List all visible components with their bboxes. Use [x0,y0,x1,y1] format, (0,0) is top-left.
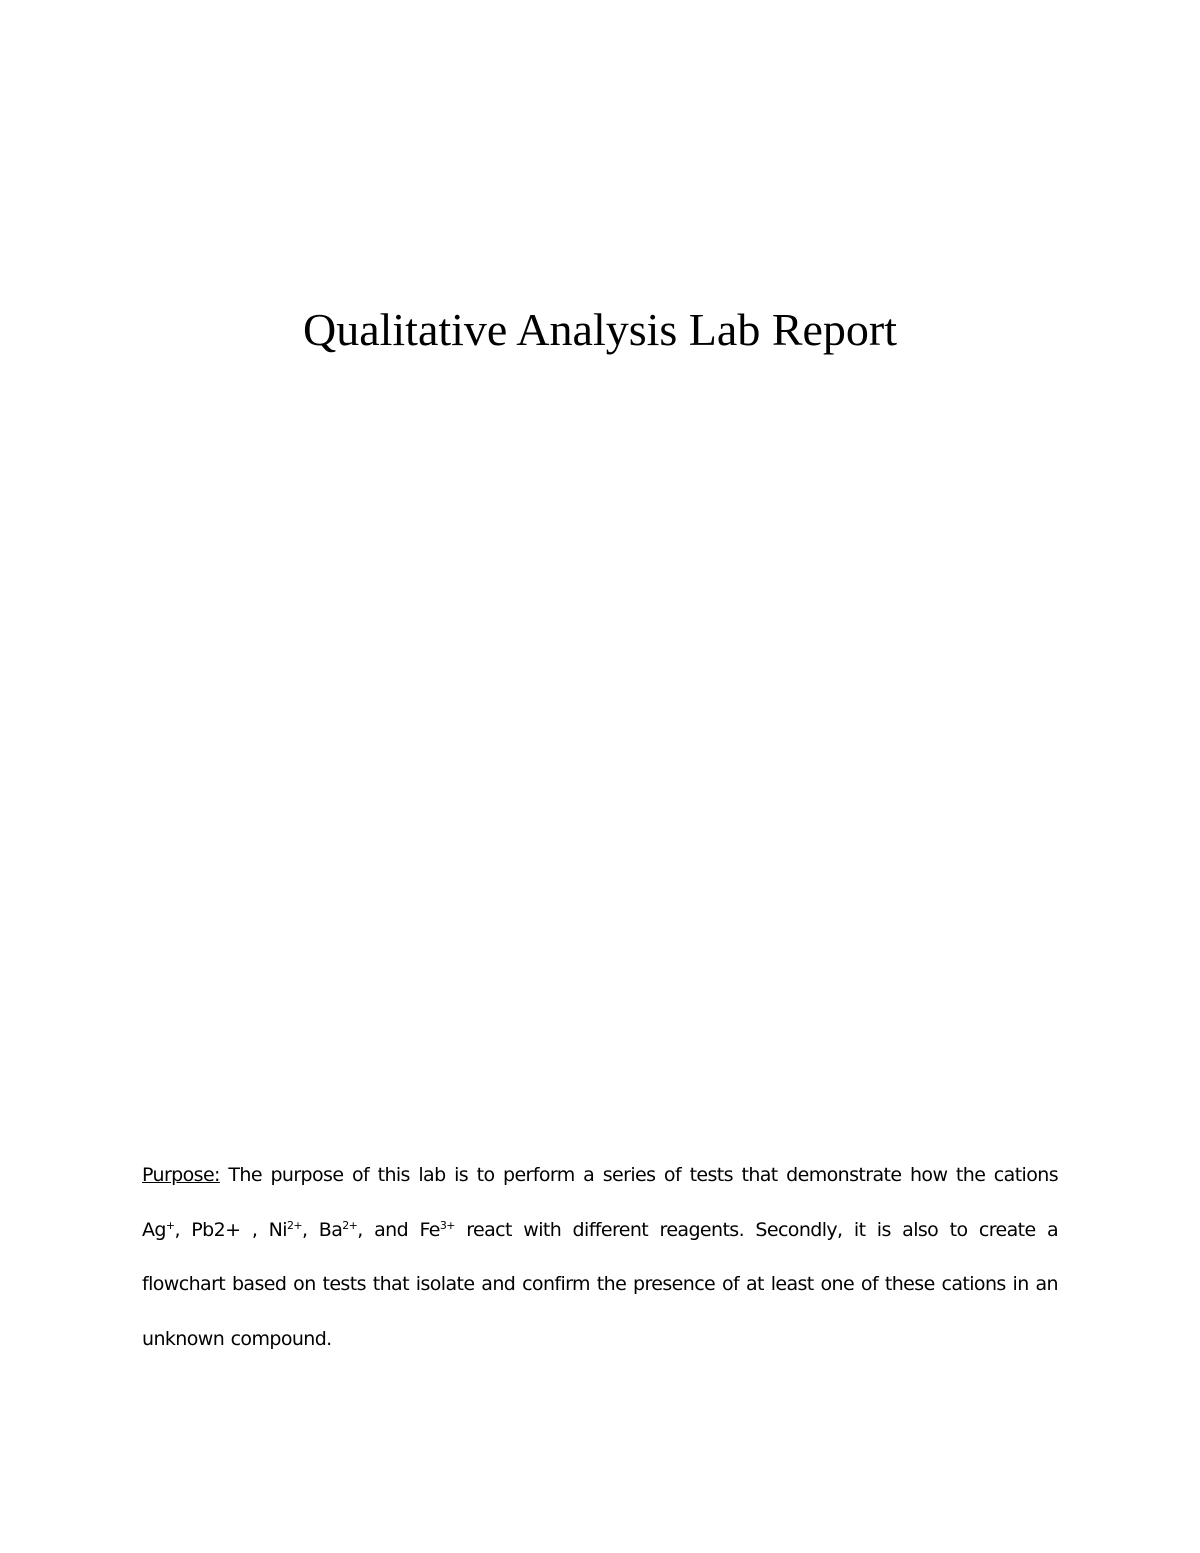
purpose-text-segment: , Ba [301,1218,343,1241]
iron-charge: 3+ [439,1218,455,1232]
purpose-paragraph [142,1148,1058,1366]
silver-charge: + [165,1218,175,1232]
purpose-text-segment: The purpose of this lab is to perform a series of tests that demonstrate how the cations Ag [142,1164,1058,1241]
purpose-text-segment: , and Fe [357,1218,440,1241]
nickel-charge: 2+ [286,1218,302,1232]
purpose-label: Purpose: [142,1164,220,1186]
barium-charge: 2+ [342,1218,358,1232]
purpose-text-segment: react with different reagents. Secondly, it is also to create a flowchart based on tests that isolate and confirm the presence of at least one of these cations in an unknown compound. [142,1218,1058,1350]
report-title: Qualitative Analysis Lab Report [302,304,898,355]
purpose-text-segment: , Pb2+ , Ni [174,1218,287,1241]
